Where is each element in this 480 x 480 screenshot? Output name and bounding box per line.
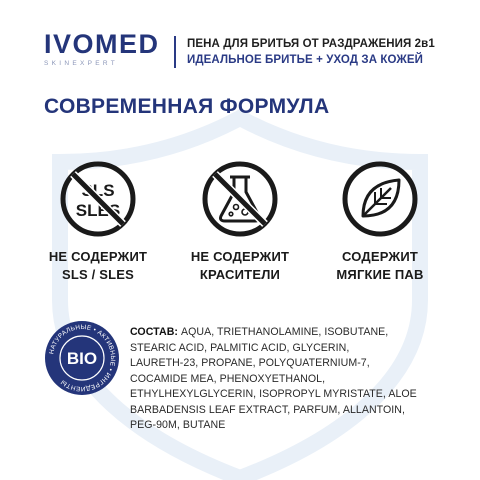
flask-crossed-icon [201, 160, 279, 238]
feature-label-line1: НЕ СОДЕРЖИТ [190, 249, 290, 264]
composition-line: COCAMIDE MEA, PHENOXYETHANOL, [130, 372, 326, 385]
composition-line: ETHYLHEXYLGLYCERIN, ISOPROPYL MYRISTATE, ALOE [130, 388, 417, 400]
composition-line-text: AQUA, TRIETHANOLAMINE, ISOBUTANE, [178, 326, 389, 338]
feature-no-sls [36, 160, 160, 284]
bio-badge [44, 320, 120, 396]
brand-tagline: SKINEXPERT [44, 60, 119, 67]
feature-label-line2: SLS / SLES [61, 267, 135, 282]
composition-line: BARBADENSIS LEAF EXTRACT, PARFUM, ALLANTOIN, [130, 403, 405, 416]
section-title: СОВРЕМЕННАЯ ФОРМУЛА [44, 95, 330, 118]
composition-label: СОСТАВ: [130, 326, 178, 338]
composition-line: PEG-90M, BUTANE [130, 419, 226, 431]
composition-text [130, 325, 450, 434]
header-divider [174, 36, 176, 68]
icon-text-sls: SLS [81, 181, 115, 200]
feature-label [318, 248, 442, 284]
feature-label-line2: КРАСИТЕЛИ [199, 267, 281, 282]
product-title: ПЕНА ДЛЯ БРИТЬЯ ОТ РАЗДРАЖЕНИЯ 2в1 [187, 38, 435, 50]
icon-text-sles: SLES [75, 201, 121, 220]
composition-line: STEARIC ACID, PALMITIC ACID, GLYCERIN, [130, 341, 350, 354]
bio-center-text: BIO [66, 349, 98, 368]
sls-sles-crossed-icon [59, 160, 137, 238]
feature-no-dyes [178, 160, 302, 284]
leaf-icon [341, 160, 419, 238]
header [0, 0, 480, 76]
brand-logo [44, 29, 164, 68]
composition-line: LAURETH-23, PROPANE, POLYQUATERNIUM-7, [130, 357, 370, 369]
feature-label-line2: МЯГКИЕ ПАВ [336, 267, 424, 282]
feature-label [36, 248, 160, 284]
bio-ring-text: НАТУРАЛЬНЫЕ • АКТИВНЫЕ • ИНГРЕДИЕНТЫ [48, 323, 117, 393]
feature-label-line1: НЕ СОДЕРЖИТ [48, 249, 148, 264]
feature-label [178, 248, 302, 284]
product-subtitle: ИДЕАЛЬНОЕ БРИТЬЕ + УХОД ЗА КОЖЕЙ [187, 54, 424, 66]
feature-mild-surfactants [318, 160, 442, 284]
feature-label-line1: СОДЕРЖИТ [341, 249, 419, 264]
composition-line [130, 325, 450, 341]
brand-name: IVOMED [44, 29, 160, 59]
